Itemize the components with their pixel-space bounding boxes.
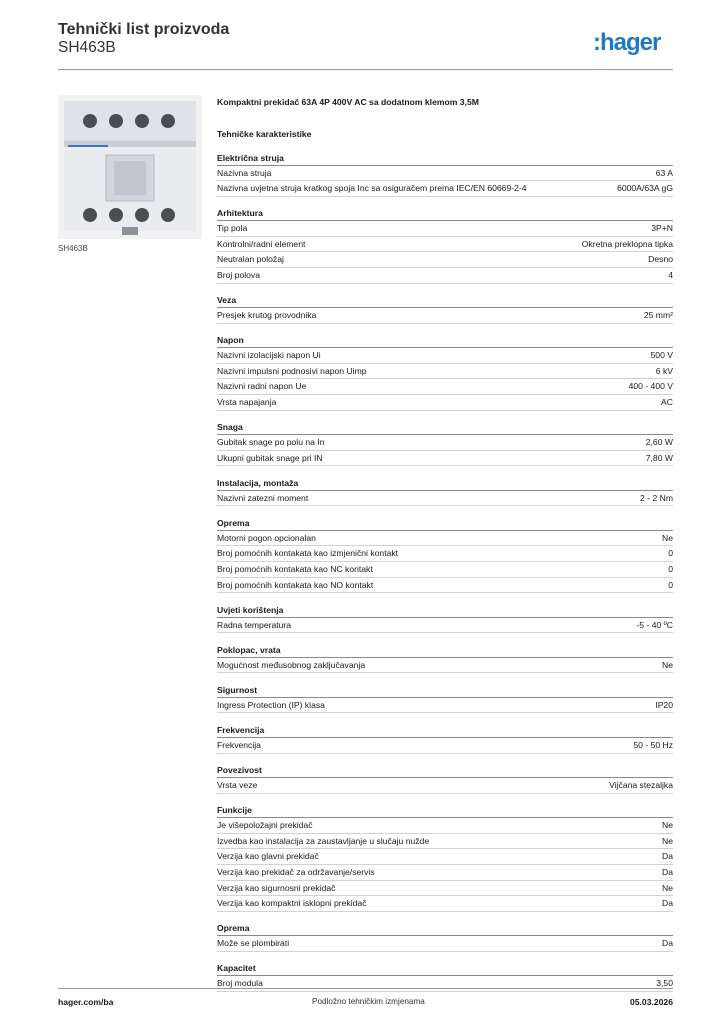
section-title: Sigurnost [217, 683, 673, 698]
spec-label: Broj pomoćnih kontakata kao izmjenični kontakt [217, 548, 399, 559]
spec-value: 7,80 W [645, 452, 673, 463]
spec-label: Broj modula [217, 978, 263, 989]
spec-row [217, 451, 673, 467]
spec-row [217, 818, 673, 834]
spec-label: Tip pola [217, 223, 248, 234]
header-divider [58, 69, 673, 70]
spec-value: Ne [662, 532, 673, 543]
spec-row [217, 976, 673, 992]
spec-label: Broj pomoćnih kontakata kao NO kontakt [217, 579, 374, 590]
section-title: Poklopac, vrata [217, 643, 673, 658]
spec-row [217, 364, 673, 380]
section-title: Oprema [217, 921, 673, 936]
section-title: Povezivost [217, 763, 673, 778]
spec-label: Verzija kao glavni prekidač [217, 851, 319, 862]
spec-value: 3,50 [656, 978, 673, 989]
spec-section [217, 151, 673, 197]
spec-label: Ukupni gubitak snage pri IN [217, 452, 323, 463]
spec-value: Ne [662, 820, 673, 831]
spec-section [217, 206, 673, 283]
spec-row [217, 546, 673, 562]
specs-heading: Tehničke karakteristike [217, 129, 312, 139]
spec-label: Nazivna uvjetna struja kratkog spoja Inc sa osiguračem prema IEC/EN 60669-2-4 [217, 183, 527, 194]
spec-row [217, 834, 673, 850]
spec-value: Da [662, 851, 673, 862]
section-title: Snaga [217, 420, 673, 435]
spec-value: 50 - 50 Hz [633, 739, 673, 750]
section-title: Uvjeti korištenja [217, 603, 673, 618]
spec-value: Ne [662, 659, 673, 670]
spec-row [217, 379, 673, 395]
section-title: Arhitektura [217, 206, 673, 221]
spec-label: Nazivni izolacijski napon Ui [217, 350, 321, 361]
spec-label: Nazivna struja [217, 167, 272, 178]
section-title: Oprema [217, 516, 673, 531]
spec-row [217, 618, 673, 634]
section-title: Funkcije [217, 803, 673, 818]
spec-value: IP20 [655, 699, 673, 710]
spec-label: Vrsta veze [217, 780, 258, 791]
spec-row [217, 166, 673, 182]
spec-row [217, 308, 673, 324]
spec-row [217, 348, 673, 364]
spec-value: Ne [662, 835, 673, 846]
section-title: Frekvencija [217, 723, 673, 738]
spec-value: Da [662, 898, 673, 909]
section-title: Električna struja [217, 151, 673, 166]
spec-label: Kontrolni/radni element [217, 238, 306, 249]
spec-content [217, 95, 673, 992]
spec-value: 500 V [650, 350, 673, 361]
spec-value: Vijčana stezaljka [609, 780, 673, 791]
spec-label: Vrsta napajanja [217, 396, 277, 407]
spec-label: Nazivni radni napon Ue [217, 381, 307, 392]
spec-label: Gubitak snage po polu na In [217, 437, 325, 448]
spec-value: Ne [662, 882, 673, 893]
spec-row [217, 849, 673, 865]
spec-section [217, 643, 673, 674]
spec-row [217, 881, 673, 897]
spec-label: Radna temperatura [217, 619, 292, 630]
footer-website[interactable]: hager.com/ba [58, 997, 114, 1007]
spec-section [217, 476, 673, 507]
spec-label: Frekvencija [217, 739, 261, 750]
spec-section [217, 603, 673, 634]
spec-value: Da [662, 938, 673, 949]
section-title: Veza [217, 293, 673, 308]
spec-row [217, 896, 673, 912]
spec-row [217, 865, 673, 881]
spec-value: AC [661, 396, 673, 407]
spec-row [217, 531, 673, 547]
product-image [58, 95, 202, 239]
spec-value: 0 [668, 579, 673, 590]
spec-section [217, 763, 673, 794]
spec-row [217, 738, 673, 754]
spec-row [217, 491, 673, 507]
spec-value: 0 [668, 564, 673, 574]
spec-label: Broj polova [217, 269, 260, 280]
spec-section [217, 516, 673, 593]
spec-row [217, 936, 673, 952]
spec-section [217, 803, 673, 912]
spec-label: Broj pomoćnih kontakata kao NC kontakt [217, 564, 373, 574]
hager-logo [593, 28, 673, 56]
spec-label: Nazivni impulsni podnosivi napon Uimp [217, 365, 367, 376]
spec-sections [217, 151, 673, 992]
spec-row [217, 698, 673, 714]
svg-text::hager: :hager [593, 29, 661, 56]
spec-row [217, 221, 673, 237]
image-caption: SH463B [58, 244, 88, 253]
spec-value: Da [662, 866, 673, 877]
spec-value: Okretna preklopna tipka [581, 238, 673, 249]
spec-label: Motorni pogon opcionalan [217, 532, 316, 543]
footer-date: 05.03.2026 [629, 997, 673, 1007]
spec-row [217, 658, 673, 674]
spec-value: 4 [668, 269, 673, 280]
spec-section [217, 921, 673, 952]
spec-row [217, 395, 673, 411]
spec-row [217, 268, 673, 284]
spec-value: Desno [648, 254, 673, 265]
spec-label: Nazivni zatezni moment [217, 492, 309, 503]
spec-section [217, 420, 673, 466]
spec-row [217, 435, 673, 451]
spec-row [217, 252, 673, 268]
spec-value: -5 - 40 ºC [636, 619, 673, 630]
spec-value: 2,60 W [645, 437, 673, 448]
spec-row [217, 778, 673, 794]
spec-section [217, 683, 673, 714]
spec-value: 400 - 400 V [628, 381, 673, 392]
spec-value: 2 - 2 Nm [640, 492, 673, 503]
spec-row [217, 181, 673, 197]
spec-section [217, 723, 673, 754]
spec-label: Presjek krutog provodnika [217, 310, 317, 321]
spec-label: Može se plombirati [217, 938, 290, 949]
spec-row [217, 578, 673, 594]
spec-value: 6 kV [655, 365, 673, 376]
spec-section [217, 293, 673, 324]
product-code: SH463B [58, 39, 116, 56]
footer-notice: Podložno tehničkim izmjenama [312, 997, 425, 1006]
spec-label: Je višepoložajni prekidač [217, 820, 313, 831]
spec-value: 0 [668, 548, 673, 559]
spec-row [217, 562, 673, 578]
spec-label: Verzija kao sigurnosni prekidač [217, 882, 336, 893]
section-title: Napon [217, 333, 673, 348]
spec-value: 63 A [655, 167, 673, 178]
spec-value: 25 mm² [643, 310, 673, 321]
section-title: Kapacitet [217, 961, 673, 976]
spec-label: Mogućnost međusobnog zaključavanja [217, 659, 366, 670]
spec-label: Neutralan položaj [217, 254, 284, 265]
product-description: Kompaktni prekidač 63A 4P 400V AC sa dodatnom klemom 3,5M [217, 97, 479, 107]
footer-divider [58, 988, 673, 989]
spec-label: Izvedba kao instalacija za zaustavljanje u slučaju nužde [217, 835, 430, 846]
page-title: Tehnički list proizvoda [58, 21, 230, 38]
spec-value: 3P+N [651, 223, 673, 234]
spec-label: Verzija kao prekidač za održavanje/servis [217, 866, 375, 877]
spec-value: 6000A/63A gG [617, 183, 673, 194]
spec-section [217, 333, 673, 410]
section-title: Instalacija, montaža [217, 476, 673, 491]
spec-label: Verzija kao kompaktni isklopni prekidač [217, 898, 367, 909]
spec-label: Ingress Protection (IP) klasa [217, 699, 325, 710]
spec-row [217, 237, 673, 253]
